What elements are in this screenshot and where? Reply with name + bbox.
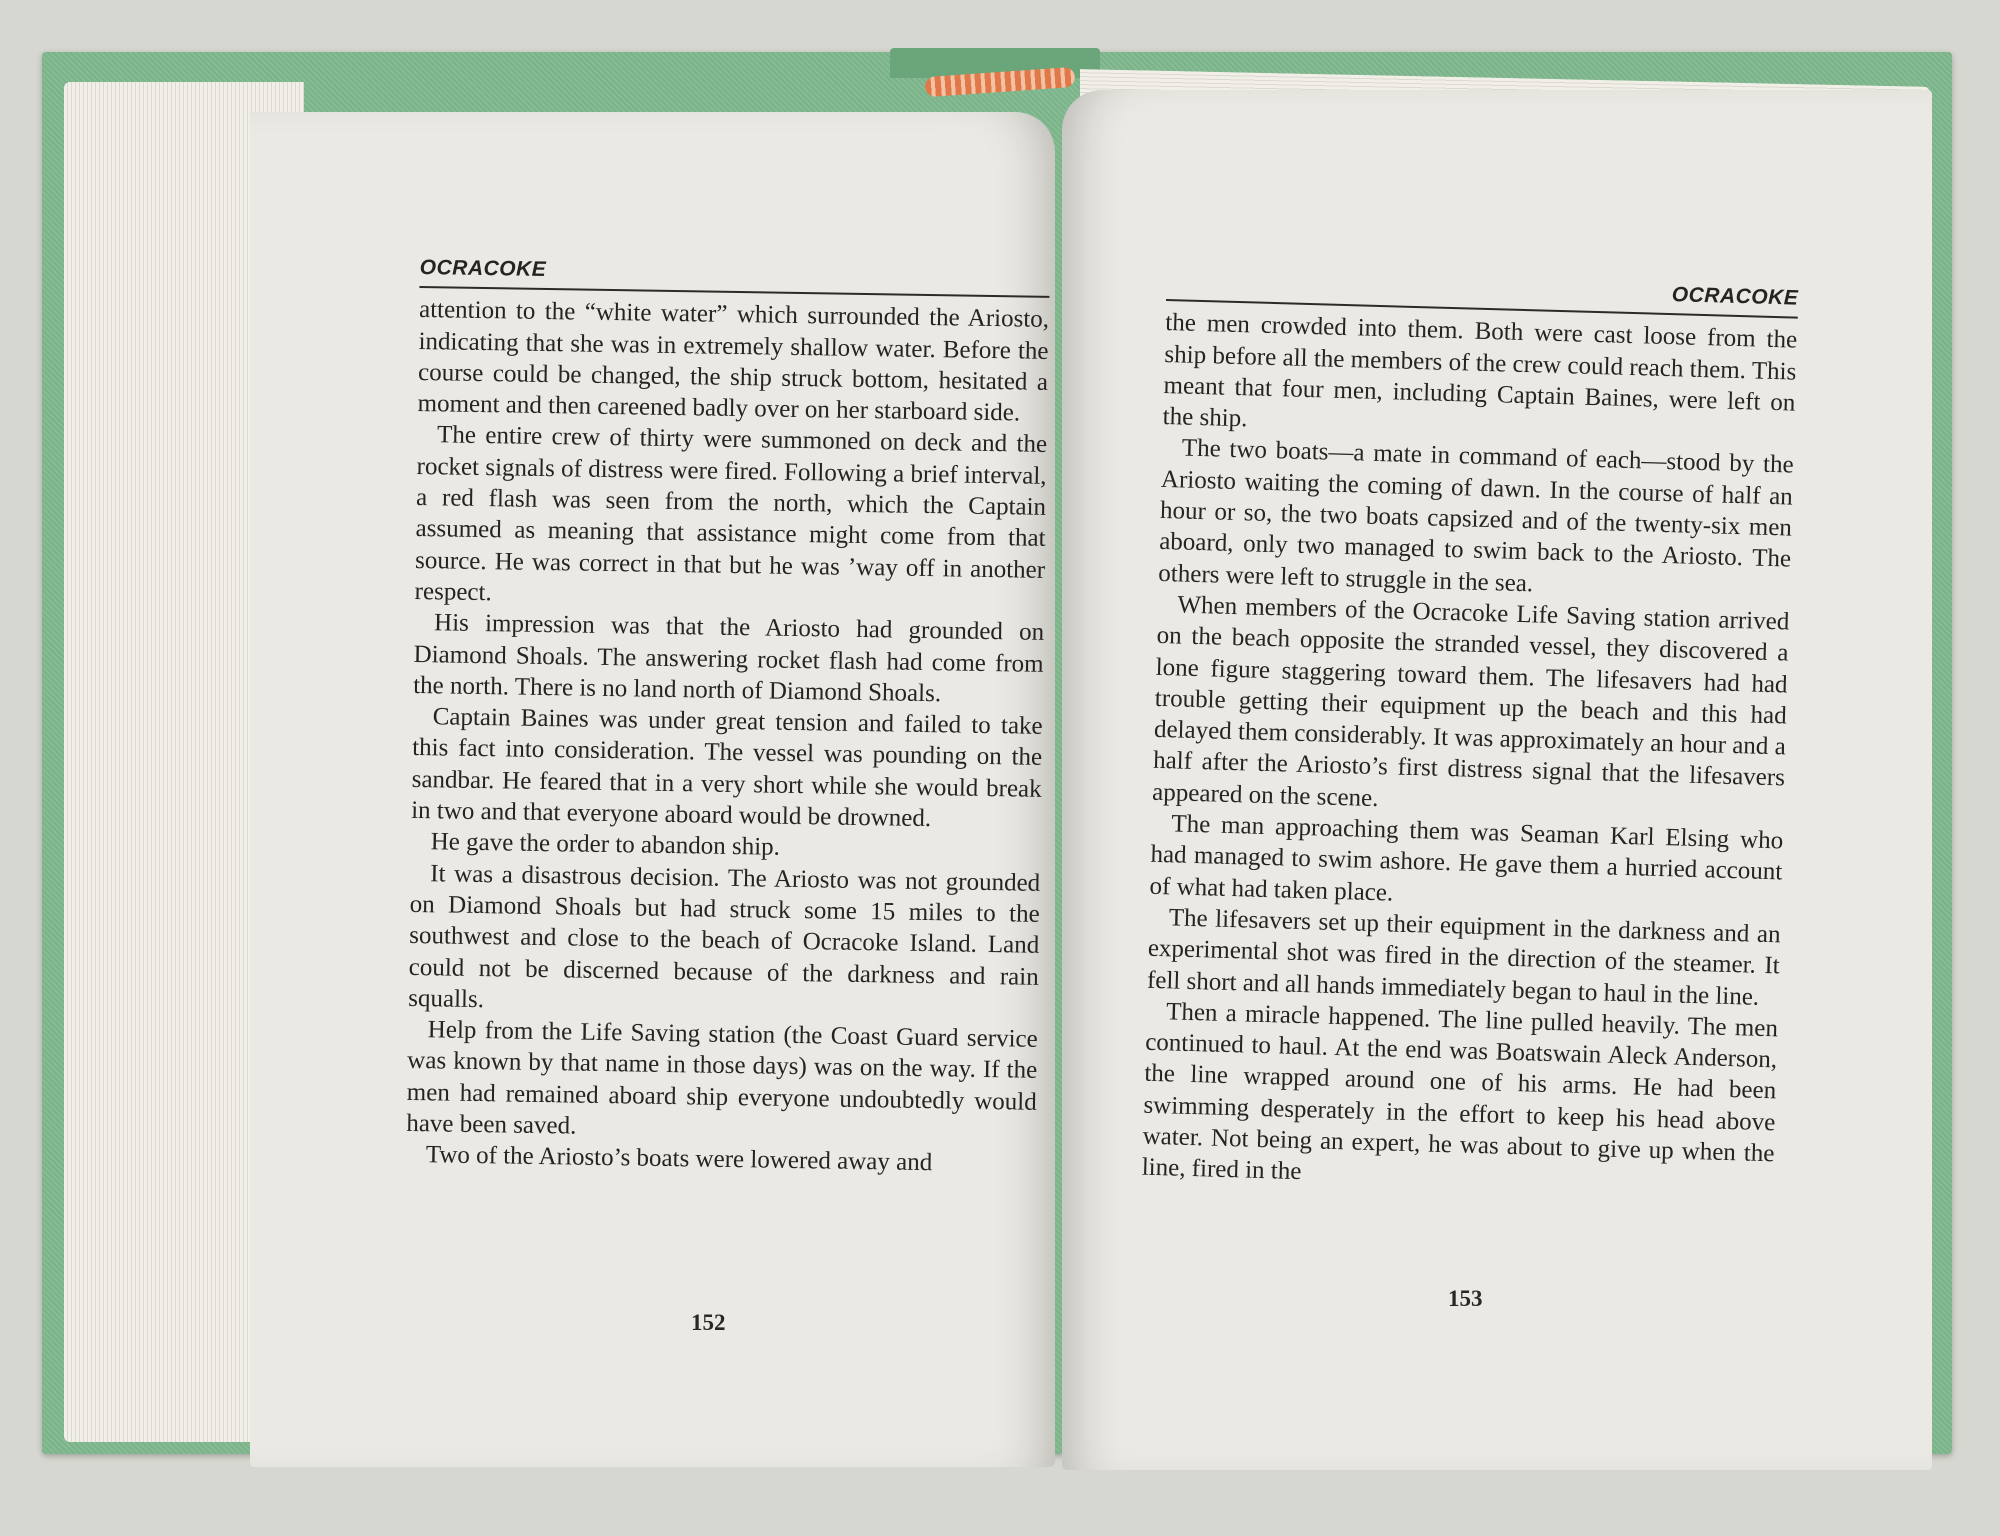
paragraph: He gave the order to abandon ship. xyxy=(430,828,781,862)
right-page-text xyxy=(1141,265,1798,1201)
paragraph: When members of the Ocracoke Life Saving station arrived on the beach opposite the stranded vessel, they discovered a lone figure staggering toward them. The lifesavers had had trouble getting their equipment up the beach and this had delayed them considerably. It was approximately an hour and a half after the Ariosto’s first distress signal that the lifesavers appeared on the scene. xyxy=(1151,591,1790,812)
paragraph: It was a disastrous decision. The Ariosto was not grounded on Diamond Shoals but had struck some 15 miles to the southwest and close to the beach of Ocracoke Island. Land could not be discerned because of the darkness and rain squalls. xyxy=(408,859,1041,1013)
left-page-text xyxy=(406,252,1050,1180)
paragraph: The entire crew of thirty were summoned on deck and the rocket signals of distress were fired. Following a brief interval, a red flash was seen from the north, which the Captain assumed as meaning that assistance might come from that source. He was correct in that but he was ’way off in another respect. xyxy=(414,421,1048,607)
paragraph: Captain Baines was under great tension and failed to take this fact into consideration. The vessel was pounding on the sandbar. He feared that in a very short while she would break in two and that everyone aboard would be drowned. xyxy=(411,703,1043,833)
paragraph: the men crowded into them. Both were cast loose from the ship before all the members of the crew could reach them. This meant that four men, including Captain Baines, were left on the ship. xyxy=(1162,309,1798,433)
paragraph: attention to the “white water” which surrounded the Ariosto, indicating that she was in extremely shallow water. Before the course could be changed, the ship struck bottom, hesitated a moment and then careened badly over on her starboard side. xyxy=(417,296,1050,427)
right-page xyxy=(1062,90,1932,1470)
paragraph: The man approaching them was Seaman Karl Elsing who had managed to swim ashore. He gave them a hurried account of what had taken place. xyxy=(1149,810,1784,907)
page-number: 153 xyxy=(1448,1286,1483,1311)
left-page xyxy=(250,112,1055,1467)
paragraph: The lifesavers set up their equipment in the darkness and an experimental shot was fired in the direction of the steamer. It fell short and all hands immediately began to haul in the line. xyxy=(1146,904,1781,1011)
paragraph: Then a miracle happened. The line pulled heavily. The men continued to haul. At the end was Boatswain Aleck Anderson, the line wrapped around one of his arms. He had been swimming desperately in the effort to keep his head above water. Not being an expert, he was about to give up when the line, fired in the xyxy=(1141,998,1779,1186)
paragraph: Help from the Life Saving station (the Coast Guard service was known by that name in those days) was on the way. If the men had remained aboard ship everyone undoubtedly would have been saved. xyxy=(406,1016,1038,1140)
running-head: OCRACOKE xyxy=(419,252,1049,298)
page-number: 152 xyxy=(691,1310,726,1335)
running-head: OCRACOKE xyxy=(1166,265,1799,319)
paragraph: Two of the Ariosto’s boats were lowered away and xyxy=(425,1141,933,1177)
paragraph: The two boats—a mate in command of each—stood by the Ariosto waiting the coming of dawn. In the course of half an hour or so, the two boats capsized and of the twenty-six men aboard, only two managed to swim back to the Ariosto. The others were left to struggle in the sea. xyxy=(1158,434,1795,598)
paragraph: His impression was that the Ariosto had grounded on Diamond Shoals. The answering rocket flash had come from the north. There is no land north of Diamond Shoals. xyxy=(412,609,1045,708)
